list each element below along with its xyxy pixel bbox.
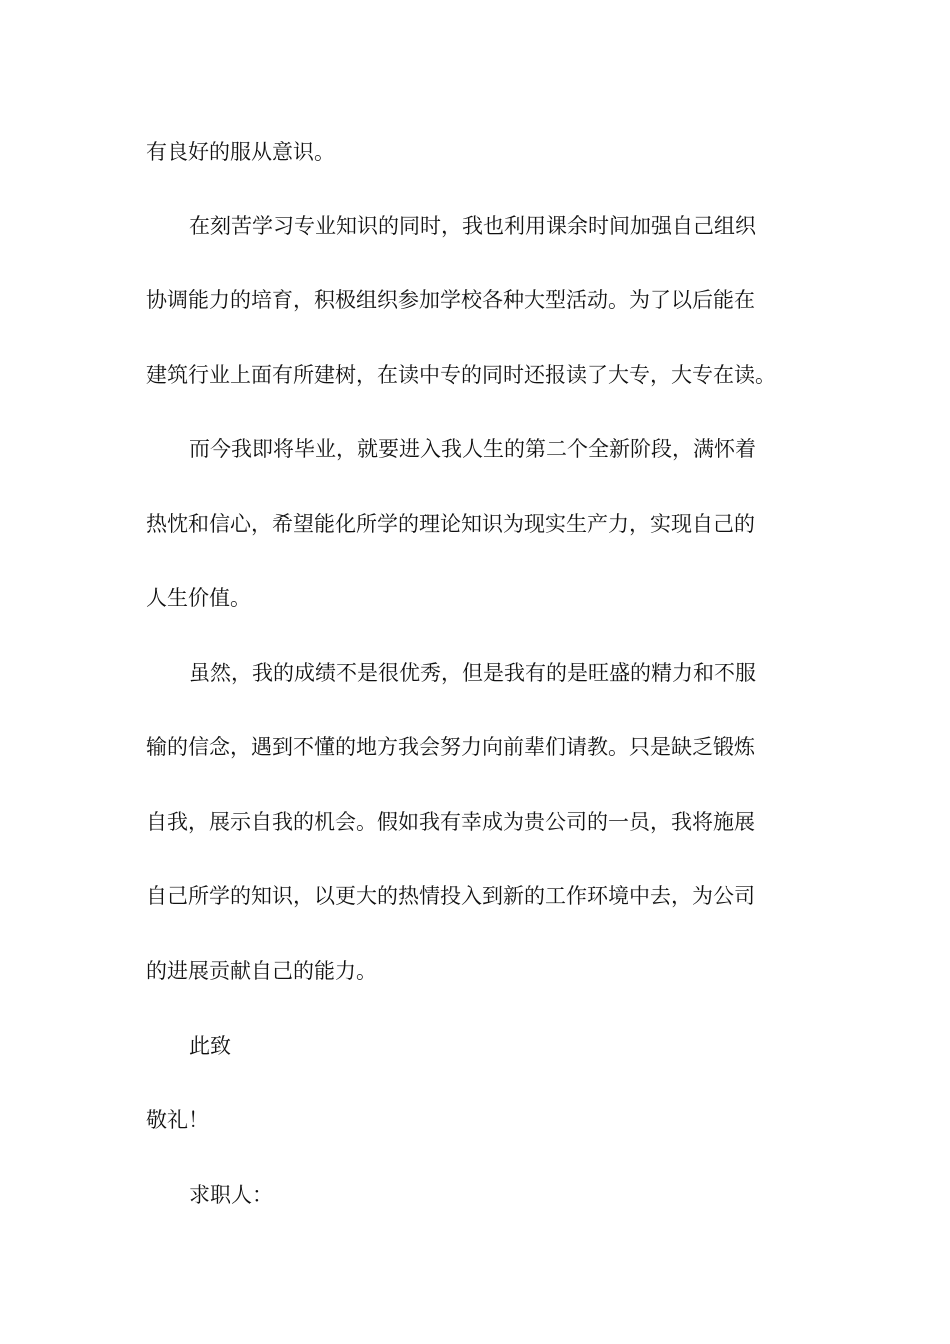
text-line: 自己所学的知识，以更大的热情投入到新的工作环境中去，为公司	[146, 884, 755, 908]
text-line: 输的信念，遇到不懂的地方我会努力向前辈们请教。只是缺乏锻炼	[146, 735, 755, 759]
paragraph-start-line: 而今我即将毕业，就要进入我人生的第二个全新阶段，满怀着	[189, 437, 756, 461]
text-line: 有良好的服从意识。	[146, 140, 335, 164]
paragraph-start-line: 虽然，我的成绩不是很优秀，但是我有的是旺盛的精力和不服	[189, 661, 756, 685]
paragraph-start-line: 在刻苦学习专业知识的同时，我也利用课余时间加强自己组织	[189, 214, 756, 238]
signature-line: 求职人：	[189, 1183, 273, 1207]
text-line: 的进展贡献自己的能力。	[146, 959, 377, 983]
text-line: 自我，展示自我的机会。假如我有幸成为贵公司的一员，我将施展	[146, 810, 755, 834]
text-line: 热忱和信心，希望能化所学的理论知识为现实生产力，实现自己的	[146, 512, 755, 536]
text-line: 协调能力的培育，积极组织参加学校各种大型活动。为了以后能在	[146, 288, 755, 312]
text-line: 人生价值。	[146, 586, 251, 610]
closing-line: 此致	[189, 1034, 231, 1058]
salutation-line: 敬礼！	[146, 1108, 209, 1132]
text-line: 建筑行业上面有所建树，在读中专的同时还报读了大专，大专在读。	[146, 363, 776, 387]
